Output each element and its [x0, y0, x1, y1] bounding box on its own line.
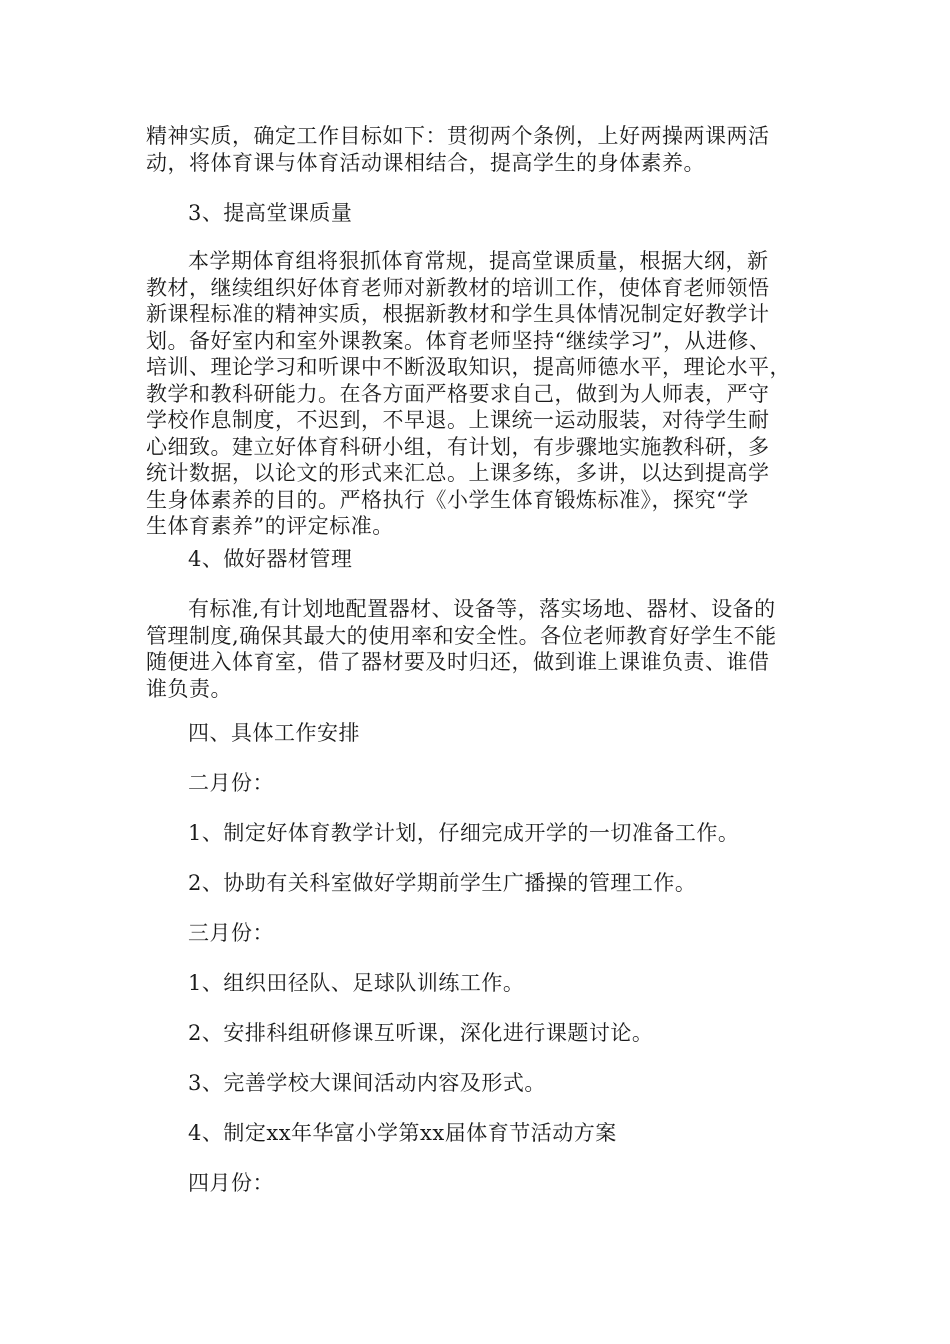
text-line: 随便进入体育室，借了器材要及时归还，做到谁上课谁负责、谁借 [146, 650, 770, 674]
text-line: 生体育素养”的评定标准。 [146, 514, 394, 538]
text-line: 动，将体育课与体育活动课相结合，提高学生的身体素养。 [146, 150, 705, 175]
text-line: 划。备好室内和室外课教案。体育老师坚持“继续学习”，从进修、 [146, 328, 771, 353]
list-item: 4、制定xx年华富小学第xx届体育节活动方案 [188, 1121, 617, 1145]
list-item: 2、安排科组研修课互听课，深化进行课题讨论。 [188, 1021, 654, 1045]
month-heading-february: 二月份： [188, 771, 274, 795]
list-item: 1、制定好体育教学计划，仔细完成开学的一切准备工作。 [188, 821, 740, 845]
month-heading-march: 三月份： [188, 921, 274, 945]
section-heading: 四、具体工作安排 [188, 721, 360, 745]
text-line: 学校作息制度，不迟到，不早退。上课统一运动服装，对待学生耐 [146, 408, 770, 432]
text-line: 培训、理论学习和听课中不断汲取知识，提高师德水平，理论水平， [146, 355, 791, 379]
text-line: 谁负责。 [146, 676, 232, 701]
heading-4: 4、做好器材管理 [188, 547, 353, 571]
paragraph-3 [146, 248, 810, 540]
text-line: 精神实质，确定工作目标如下：贯彻两个条例，上好两操两课两活 [146, 124, 770, 148]
list-item: 3、完善学校大课间活动内容及形式。 [188, 1071, 546, 1095]
paragraph-4 [146, 596, 810, 702]
text-line: 教材，继续组织好体育老师对新教材的培训工作，使体育老师领悟 [146, 275, 770, 300]
text-line: 心细致。建立好体育科研小组，有计划，有步骤地实施教科研，多 [146, 434, 770, 459]
heading-3: 3、提高堂课质量 [188, 201, 353, 225]
list-item: 2、协助有关科室做好学期前学生广播操的管理工作。 [188, 871, 697, 895]
text-line: 本学期体育组将狠抓体育常规，提高堂课质量，根据大纲，新 [188, 249, 769, 273]
month-heading-april: 四月份： [188, 1171, 274, 1195]
paragraph-intro [146, 123, 810, 176]
text-line: 教学和教科研能力。在各方面严格要求自己，做到为人师表，严守 [146, 381, 770, 406]
text-line: 管理制度,确保其最大的使用率和安全性。各位老师教育好学生不能 [146, 623, 777, 648]
text-line: 新课程标准的精神实质，根据新教材和学生具体情况制定好教学计 [146, 302, 770, 326]
list-item: 1、组织田径队、足球队训练工作。 [188, 971, 525, 995]
text-line: 生身体素养的目的。严格执行《小学生体育锻炼标准》，探究“学 [146, 487, 749, 512]
text-line: 统计数据，以论文的形式来汇总。上课多练，多讲，以达到提高学 [146, 461, 770, 485]
text-line: 有标准,有计划地配置器材、设备等，落实场地、器材、设备的 [188, 597, 776, 621]
